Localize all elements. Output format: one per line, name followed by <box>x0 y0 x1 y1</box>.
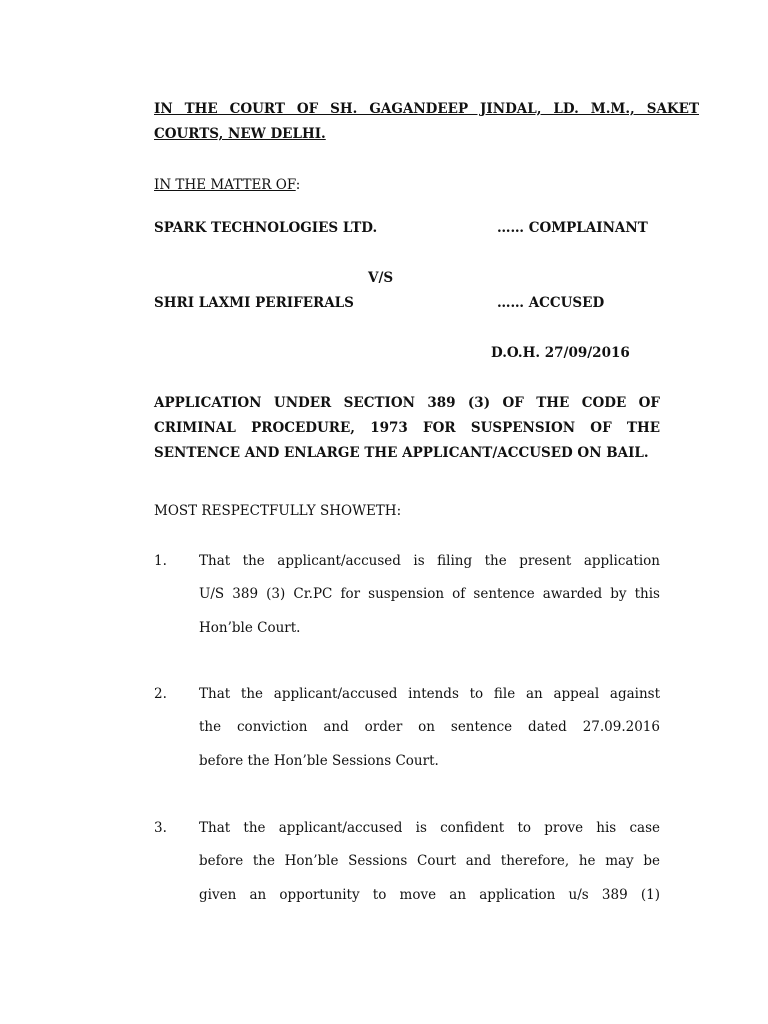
paragraph-2-number: 2. <box>154 686 167 702</box>
matter-label: IN THE MATTER OF <box>154 177 296 193</box>
court-heading-line-2: COURTS, NEW DELHI. <box>154 126 326 142</box>
accused-role: …… ACCUSED <box>497 295 605 311</box>
paragraph-3-line-2: before the Hon’ble Sessions Court and therefore, he may be <box>199 853 660 869</box>
paragraph-1-line-1: That the applicant/accused is filing the present application <box>199 553 660 569</box>
complainant-role: …… COMPLAINANT <box>497 220 648 236</box>
matter-label-line <box>154 177 300 193</box>
court-heading-line-1: IN THE COURT OF SH. GAGANDEEP JINDAL, LD. M.M., SAKET <box>154 101 699 117</box>
paragraph-3-number: 3. <box>154 820 167 836</box>
application-title-line-2: CRIMINAL PROCEDURE, 1973 FOR SUSPENSION OF THE <box>154 420 660 436</box>
paragraph-1-line-3: Hon’ble Court. <box>199 620 301 636</box>
complainant-name: SPARK TECHNOLOGIES LTD. <box>154 220 378 236</box>
versus-label: V/S <box>368 270 394 286</box>
paragraph-1-line-2: U/S 389 (3) Cr.PC for suspension of sentence awarded by this <box>199 586 660 602</box>
paragraph-3-line-1: That the applicant/accused is confident to prove his case <box>199 820 660 836</box>
paragraph-2-line-2: the conviction and order on sentence dated 27.09.2016 <box>199 719 660 735</box>
accused-name: SHRI LAXMI PERIFERALS <box>154 295 354 311</box>
matter-colon: : <box>295 177 301 193</box>
date-of-hearing: D.O.H. 27/09/2016 <box>491 345 630 361</box>
showeth-heading: MOST RESPECTFULLY SHOWETH: <box>154 503 402 519</box>
paragraph-3-line-3: given an opportunity to move an application u/s 389 (1) <box>199 887 660 903</box>
paragraph-1-number: 1. <box>154 553 167 569</box>
application-title-line-1: APPLICATION UNDER SECTION 389 (3) OF THE CODE OF <box>154 395 660 411</box>
paragraph-2-line-1: That the applicant/accused intends to file an appeal against <box>199 686 660 702</box>
application-title-line-3: SENTENCE AND ENLARGE THE APPLICANT/ACCUSED ON BAIL. <box>154 445 649 461</box>
paragraph-2-line-3: before the Hon’ble Sessions Court. <box>199 753 439 769</box>
